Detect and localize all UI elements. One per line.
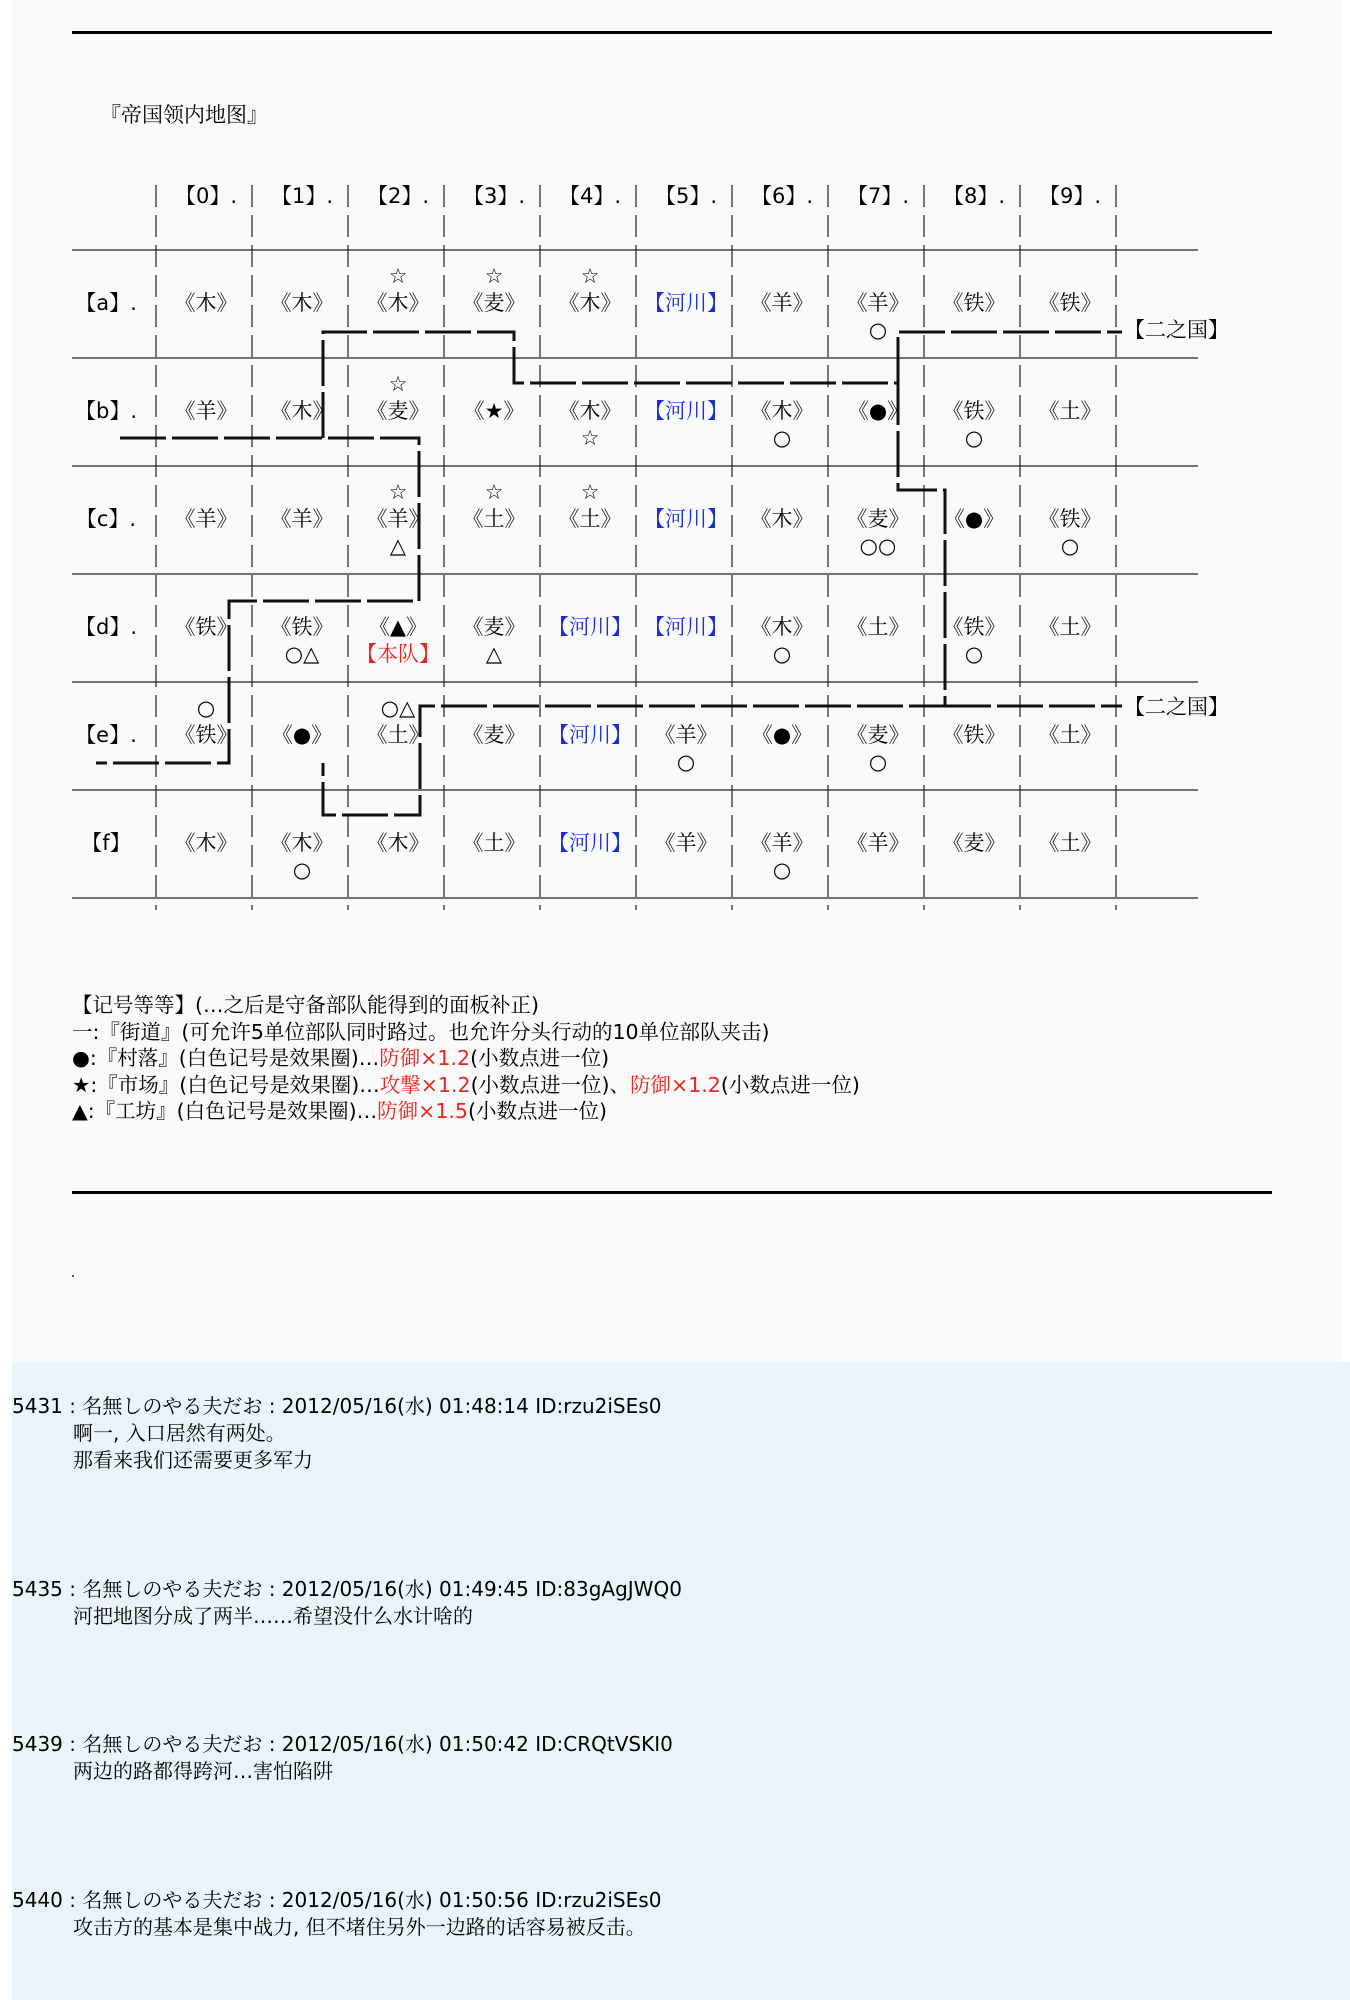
stray-dot <box>72 1275 74 1277</box>
terrain-cell: 《羊》 <box>654 723 718 747</box>
terrain-cell: 《木》 <box>558 291 622 315</box>
post <box>12 1393 661 1474</box>
cell-marker: ☆ <box>388 264 408 288</box>
post-header: 5439 : 名無しのやる夫だお : 2012/05/16(水) 01:50:42 ID:CRQtVSKI0 <box>12 1732 673 1756</box>
cell-marker: △ <box>485 642 503 666</box>
terrain-cell: 《木》 <box>750 399 814 423</box>
terrain-cell: 《羊》 <box>750 291 814 315</box>
row-header: 【a】. <box>75 291 137 315</box>
post <box>12 1887 661 1941</box>
terrain-cell: 【河川】 <box>644 291 728 315</box>
terrain-cell: 【河川】 <box>644 399 728 423</box>
row-header: 【b】. <box>74 399 138 423</box>
col-header: 【9】. <box>1038 184 1102 208</box>
post-line: 那看来我们还需要更多军力 <box>73 1448 313 1472</box>
terrain-cell: 《羊》 <box>174 399 238 423</box>
cell-marker: ○ <box>676 750 696 774</box>
terrain-cell: 《土》 <box>1038 399 1102 423</box>
post <box>12 1731 673 1785</box>
terrain-cell: 《羊》 <box>366 507 430 531</box>
terrain-cell: 《土》 <box>1038 723 1102 747</box>
terrain-cell: 《麦》 <box>462 723 526 747</box>
post-header: 5435 : 名無しのやる夫だお : 2012/05/16(水) 01:49:45 ID:83gAgJWQ0 <box>12 1577 682 1601</box>
terrain-cell: 《土》 <box>1038 615 1102 639</box>
terrain-cell: 《羊》 <box>846 831 910 855</box>
terrain-cell: 《麦》 <box>846 507 910 531</box>
terrain-cell: 《木》 <box>750 615 814 639</box>
terrain-cell: 《铁》 <box>942 399 1006 423</box>
post <box>12 1576 682 1630</box>
legend-workshop: ▲:『工坊』(白色记号是效果圈)…防御×1.5(小数点进一位) <box>72 1099 607 1123</box>
terrain-cell: 《土》 <box>846 615 910 639</box>
post-header: 5440 : 名無しのやる夫だお : 2012/05/16(水) 01:50:56 ID:rzu2iSEs0 <box>12 1888 662 1912</box>
cell-marker: ☆ <box>388 372 408 396</box>
terrain-cell: 《●》 <box>271 723 333 747</box>
row-header: 【f】 <box>81 831 131 855</box>
terrain-cell: 【河川】 <box>548 723 632 747</box>
terrain-cell: 《土》 <box>366 723 430 747</box>
road <box>96 438 419 763</box>
terrain-cell: 《麦》 <box>942 831 1006 855</box>
terrain-cell: 《木》 <box>750 507 814 531</box>
terrain-cell: 《羊》 <box>270 507 334 531</box>
terrain-cell: 《羊》 <box>654 831 718 855</box>
terrain-cell: 【河川】 <box>548 831 632 855</box>
terrain-cell: 《铁》 <box>1038 291 1102 315</box>
col-header: 【3】. <box>462 184 526 208</box>
post-line: 啊一, 入口居然有两处。 <box>73 1421 286 1445</box>
terrain-cell: 《●》 <box>751 723 813 747</box>
terrain-cell: 《铁》 <box>942 291 1006 315</box>
cell-marker: ☆ <box>580 264 600 288</box>
cell-marker: ○ <box>772 426 792 450</box>
terrain-cell: 《土》 <box>1038 831 1102 855</box>
terrain-cell: 《▲》 <box>368 615 428 639</box>
terrain-cell: 【河川】 <box>644 507 728 531</box>
col-header: 【2】. <box>366 184 430 208</box>
cell-marker: ☆ <box>580 480 600 504</box>
terrain-cell: 《木》 <box>366 291 430 315</box>
terrain-cell: 《铁》 <box>942 723 1006 747</box>
col-header: 【7】. <box>846 184 910 208</box>
col-header: 【6】. <box>750 184 814 208</box>
cell-marker: △ <box>389 534 407 558</box>
terrain-cell: 《木》 <box>270 399 334 423</box>
exit-label-top: 【二之国】 <box>1124 318 1229 342</box>
terrain-cell: 《铁》 <box>270 615 334 639</box>
cell-marker: ○ <box>868 318 888 342</box>
map-grid <box>72 185 1198 910</box>
terrain-cell: 《羊》 <box>750 831 814 855</box>
col-header: 【8】. <box>942 184 1006 208</box>
terrain-cell: 《麦》 <box>462 291 526 315</box>
terrain-cell: 《铁》 <box>174 615 238 639</box>
terrain-cell: 《铁》 <box>1038 507 1102 531</box>
terrain-cell: 《羊》 <box>174 507 238 531</box>
row-header: 【c】. <box>75 507 137 531</box>
cell-marker: ○ <box>964 426 984 450</box>
cell-marker: ○ <box>772 858 792 882</box>
cell-marker: ○ <box>292 858 312 882</box>
terrain-cell: 《●》 <box>847 399 909 423</box>
cell-marker: ☆ <box>580 426 600 450</box>
terrain-cell: 《木》 <box>270 831 334 855</box>
post-line: 攻击方的基本是集中战力, 但不堵住另外一边路的话容易被反击。 <box>73 1915 646 1939</box>
terrain-cell: 《铁》 <box>942 615 1006 639</box>
bottom-divider <box>72 1191 1272 1194</box>
legend-market: ★:『市场』(白色记号是效果圈)…攻撃×1.2(小数点进一位)、防御×1.2(小数点进一位) <box>72 1072 860 1097</box>
col-header: 【1】. <box>270 184 334 208</box>
post-line: 河把地图分成了两半……希望没什么水计啥的 <box>73 1604 473 1628</box>
col-header: 【5】. <box>654 184 718 208</box>
terrain-cell: 《土》 <box>462 507 526 531</box>
cell-marker: ○ <box>1060 534 1080 558</box>
cell-marker: ☆ <box>388 480 408 504</box>
map-title: 『帝国领内地图』 <box>100 103 268 127</box>
legend-title: 【记号等等】(…之后是守备部队能得到的面板补正) <box>72 993 539 1017</box>
cell-marker: ○△ <box>380 696 416 720</box>
terrain-cell: 【河川】 <box>548 615 632 639</box>
terrain-cell: 《木》 <box>174 291 238 315</box>
terrain-cell: 《木》 <box>270 291 334 315</box>
cell-marker: ☆ <box>484 480 504 504</box>
map-labels <box>75 184 1229 882</box>
terrain-cell: 《麦》 <box>366 399 430 423</box>
territory-map <box>0 0 1350 960</box>
terrain-cell: 《●》 <box>943 507 1005 531</box>
cell-marker: ○ <box>868 750 888 774</box>
col-header: 【0】. <box>174 184 238 208</box>
terrain-cell: 《土》 <box>558 507 622 531</box>
terrain-cell: 《木》 <box>366 831 430 855</box>
terrain-cell: 《土》 <box>462 831 526 855</box>
hq-label: 【本队】 <box>356 642 440 666</box>
cell-marker: ○○ <box>859 534 897 558</box>
row-header: 【d】. <box>74 615 138 639</box>
terrain-cell: 《麦》 <box>462 615 526 639</box>
legend <box>72 992 860 1125</box>
terrain-cell: 《★》 <box>463 399 525 423</box>
terrain-cell: 《木》 <box>174 831 238 855</box>
post-line: 两边的路都得跨河…害怕陷阱 <box>73 1759 333 1783</box>
cell-marker: ○ <box>196 696 216 720</box>
terrain-cell: 《麦》 <box>846 723 910 747</box>
exit-label-bottom: 【二之国】 <box>1124 695 1229 719</box>
terrain-cell: 《木》 <box>558 399 622 423</box>
col-header: 【4】. <box>558 184 622 208</box>
cell-marker: ○△ <box>284 642 320 666</box>
cell-marker: ○ <box>964 642 984 666</box>
terrain-cell: 《羊》 <box>846 291 910 315</box>
terrain-cell: 《铁》 <box>174 723 238 747</box>
cell-marker: ○ <box>772 642 792 666</box>
legend-village: ●:『村落』(白色记号是效果圈)…防御×1.2(小数点进一位) <box>72 1046 610 1070</box>
row-header: 【e】. <box>75 723 137 747</box>
legend-road: 一:『街道』(可允许5单位部队同时路过。也允许分头行动的10单位部队夹击) <box>72 1019 770 1044</box>
post-header: 5431 : 名無しのやる夫だお : 2012/05/16(水) 01:48:14 ID:rzu2iSEs0 <box>12 1394 662 1418</box>
cell-marker: ☆ <box>484 264 504 288</box>
terrain-cell: 【河川】 <box>644 615 728 639</box>
